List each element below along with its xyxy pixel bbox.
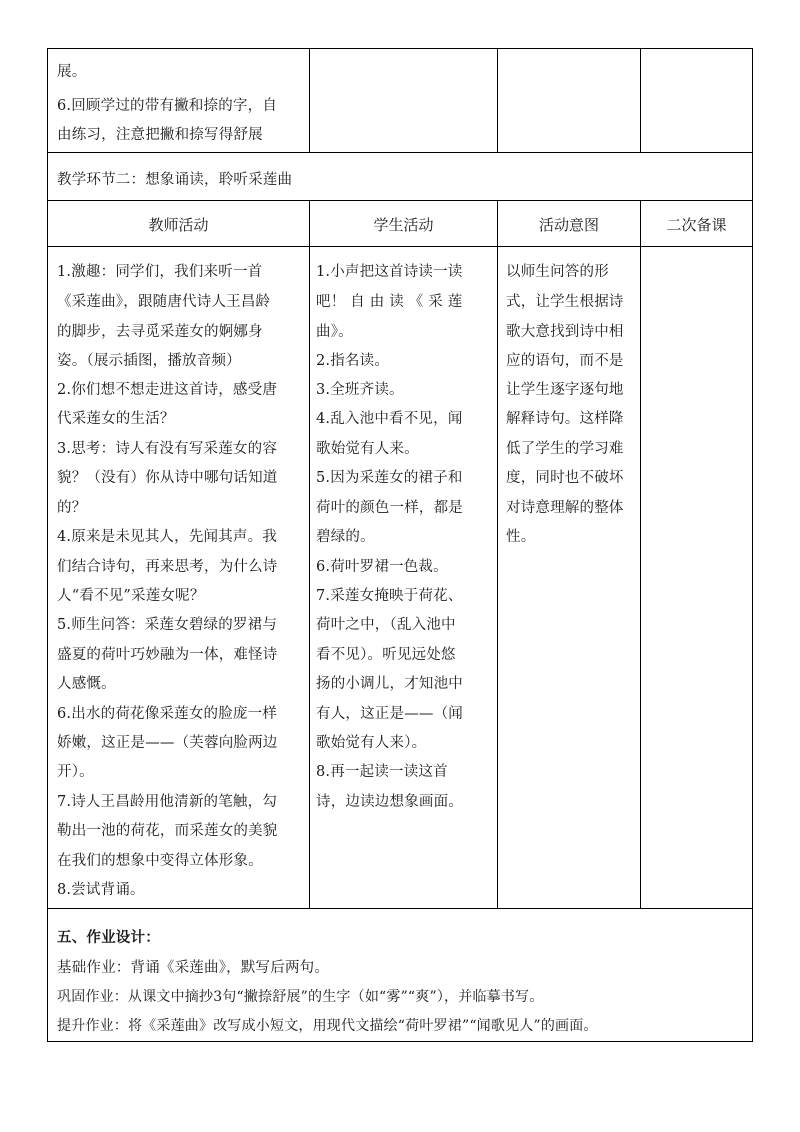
text-line: 展。 — [57, 64, 87, 80]
col-divider-2 — [497, 200, 498, 908]
header-second-prep: 二次备课 — [666, 216, 727, 234]
row-divider-1 — [47, 152, 753, 153]
homework-title: 五、作业设计： — [57, 929, 160, 946]
teacher-line: 的脚步，去寻觅采莲女的婀娜身 — [57, 324, 263, 340]
teacher-line: 2.你们想不想走进这首诗，感受唐 — [57, 382, 278, 398]
student-line: 7.采莲女掩映于荷花、 — [316, 588, 463, 604]
text-line: 6.回顾学过的带有撇和捺的字，自 — [57, 98, 278, 114]
intent-line: 让学生逐字逐句地 — [506, 382, 624, 398]
student-line: 荷叶的颜色一样，都是 — [316, 500, 463, 516]
teacher-line: 3.思考：诗人有没有写采莲女的容 — [57, 441, 278, 457]
col-divider-3-top — [640, 48, 641, 152]
student-line: 歌始觉有人来）。 — [316, 735, 427, 751]
teacher-line: 们结合诗句，再来思考，为什么诗 — [57, 559, 278, 575]
student-line: 2.指名读。 — [316, 353, 390, 369]
teacher-line: 7.诗人王昌龄用他清新的笔触，勾 — [57, 794, 278, 810]
col-divider-1-top — [309, 48, 310, 152]
table-border-bottom — [47, 1041, 753, 1042]
teacher-line: 5.师生问答：采莲女碧绿的罗裙与 — [57, 617, 278, 633]
student-line: 5.因为采莲女的裙子和 — [316, 470, 463, 486]
teacher-line: 4.原来是未见其人，先闻其声。我 — [57, 529, 278, 545]
teacher-line: 代采莲女的生活？ — [57, 411, 175, 427]
student-line: 看不见）。听见远处悠 — [316, 647, 456, 663]
student-line: 4.乱入池中看不见，闻 — [316, 411, 463, 427]
col-divider-3 — [640, 200, 641, 908]
homework-consolidate: 巩固作业：从课文中摘抄3句“撇捺舒展”的生字（如“雾”“爽”），并临摹书写。 — [57, 989, 544, 1005]
teacher-line: 人感慨。 — [57, 676, 116, 692]
student-line: 6.荷叶罗裙一色裁。 — [316, 559, 448, 575]
homework-basic: 基础作业：背诵《采莲曲》，默写后两句。 — [57, 960, 330, 976]
student-line: 荷叶之中，（乱入池中 — [316, 617, 456, 633]
table-border-left — [47, 48, 48, 1042]
student-line: 有人，这正是——（闻 — [316, 706, 463, 722]
student-line: 歌始觉有人来。 — [316, 441, 419, 457]
intent-line: 低了学生的学习难 — [506, 441, 624, 457]
intent-line: 解释诗句。这样降 — [506, 411, 624, 427]
section-label: 教学环节二：想象诵读，聆听采莲曲 — [57, 172, 293, 188]
student-line: 扬的小调儿，才知池中 — [316, 676, 463, 692]
student-line: 诗，边读边想象画面。 — [316, 794, 463, 810]
teacher-line: 姿。（展示插图，播放音频） — [57, 353, 241, 369]
table-border-right — [752, 48, 753, 1042]
teacher-line: 娇嫩，这正是——（芙蓉向脸两边 — [57, 735, 278, 751]
row-divider-3 — [47, 246, 753, 247]
intent-line: 式，让学生根据诗 — [506, 294, 624, 310]
row-divider-2 — [47, 200, 753, 201]
teacher-line: 勒出一池的荷花，而采莲女的美貌 — [57, 823, 278, 839]
teacher-line: 《采莲曲》，跟随唐代诗人王昌龄 — [57, 294, 271, 310]
intent-line: 歌大意找到诗中相 — [506, 324, 624, 340]
header-student-activity: 学生活动 — [373, 216, 434, 234]
student-line: 吧！ 自 由 读 《 采 莲 — [316, 294, 463, 310]
teacher-line: 1.激趣：同学们，我们来听一首 — [57, 264, 263, 280]
intent-line: 应的语句，而不是 — [506, 353, 624, 369]
teacher-line: 在我们的想象中变得立体形象。 — [57, 853, 263, 869]
student-line: 曲》。 — [316, 324, 353, 340]
col-divider-1 — [309, 200, 310, 908]
student-line: 1.小声把这首诗读一读 — [316, 264, 463, 280]
teacher-line: 8.尝试背诵。 — [57, 882, 145, 898]
text-line: 由练习，注意把撇和捺写得舒展 — [57, 127, 263, 143]
header-teacher-activity: 教师活动 — [148, 216, 209, 234]
teacher-line: 貌？（没有）你从诗中哪句话知道 — [57, 470, 278, 486]
student-line: 8.再一起读一读这首 — [316, 764, 448, 780]
intent-line: 对诗意理解的整体 — [506, 500, 624, 516]
intent-line: 度，同时也不破坏 — [506, 470, 624, 486]
teacher-line: 人“看不见”采莲女呢？ — [57, 588, 205, 604]
teacher-line: 6.出水的荷花像采莲女的脸庞一样 — [57, 706, 278, 722]
intent-line: 以师生问答的形 — [506, 264, 609, 280]
teacher-line: 开）。 — [57, 764, 94, 780]
teacher-line: 盛夏的荷叶巧妙融为一体，难怪诗 — [57, 647, 278, 663]
row-divider-4 — [47, 908, 753, 909]
teacher-line: 的？ — [57, 500, 87, 516]
col-divider-2-top — [497, 48, 498, 152]
student-line: 碧绿的。 — [316, 529, 375, 545]
header-activity-intent: 活动意图 — [538, 216, 599, 234]
table-border-top — [47, 48, 753, 49]
student-line: 3.全班齐读。 — [316, 382, 404, 398]
homework-advanced: 提升作业：将《采莲曲》改写成小短文，用现代文描绘“荷叶罗裙”“闻歌见人”的画面。 — [57, 1018, 598, 1034]
intent-line: 性。 — [506, 529, 536, 545]
